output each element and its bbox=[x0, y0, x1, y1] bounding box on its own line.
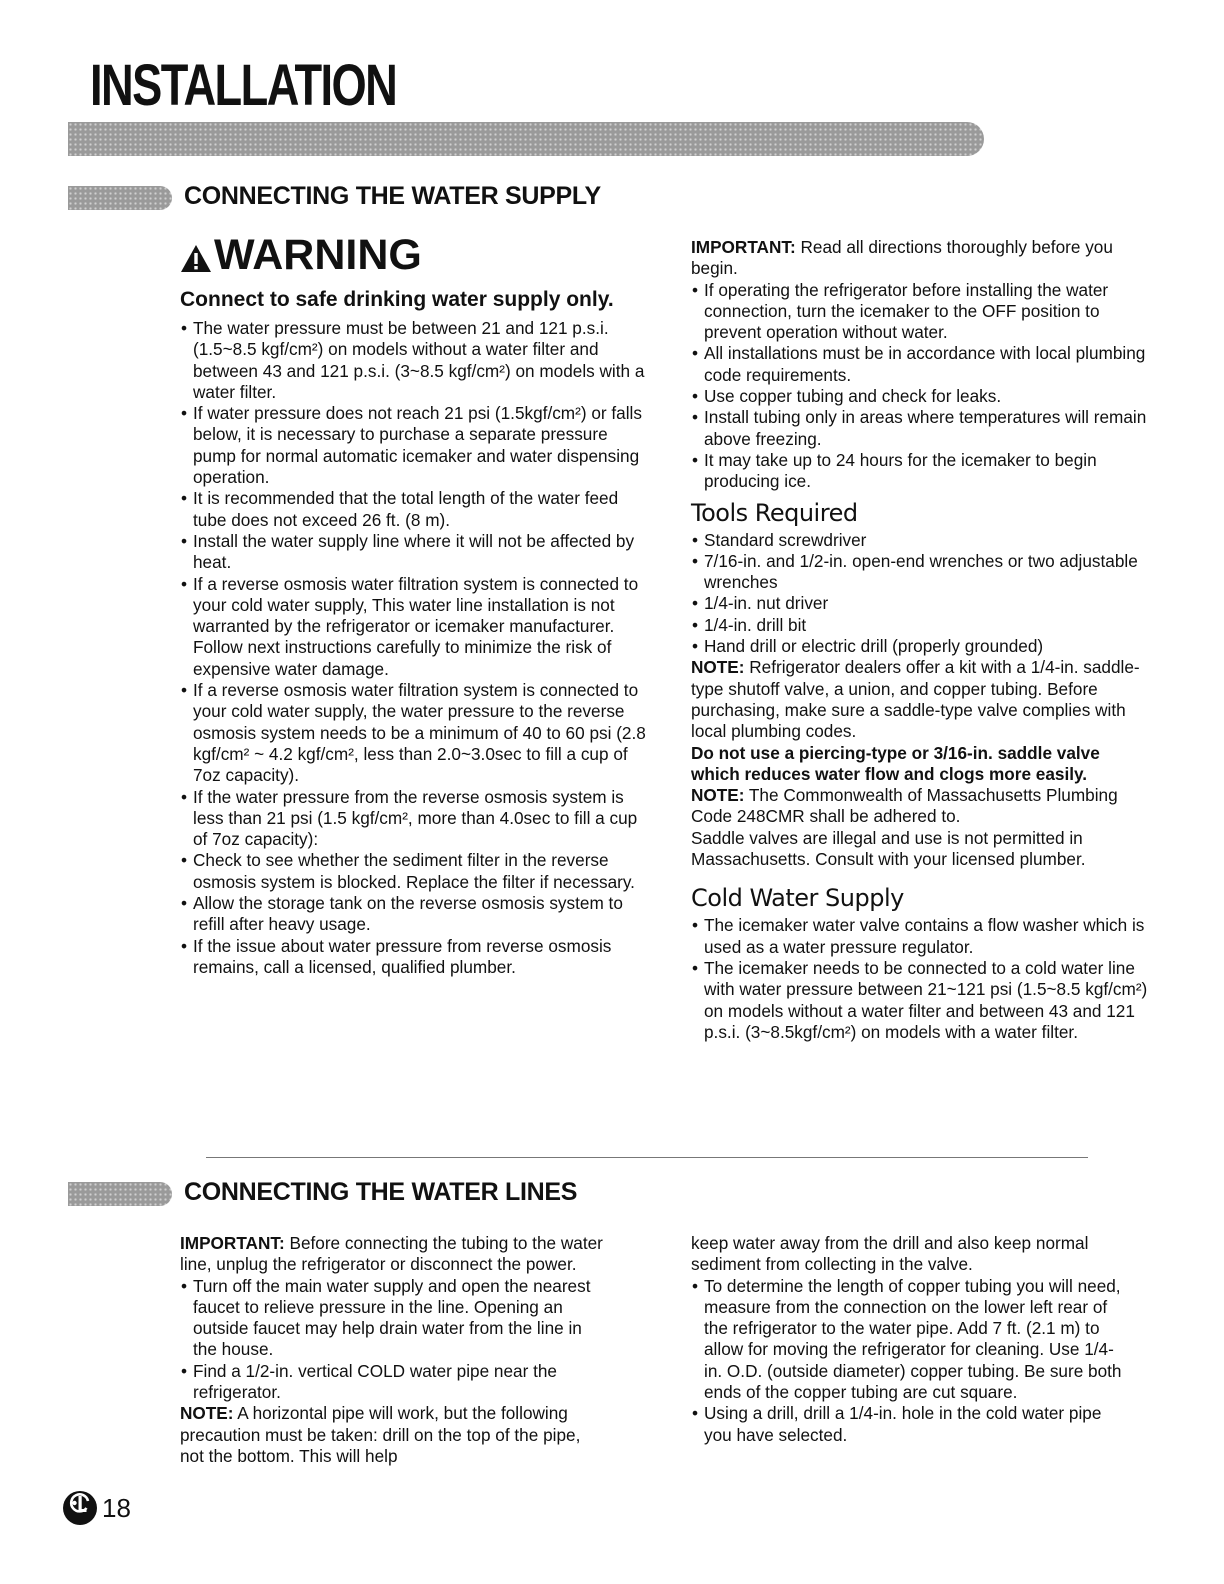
important-label: IMPORTANT: bbox=[691, 237, 796, 257]
note-text: The Commonwealth of Massachusetts Plumbing Code 248CMR shall be adhered to. bbox=[691, 785, 1118, 827]
list-item: • Check to see whether the sediment filter in the reverse osmosis system is blocked. Replace the filter if necessary. bbox=[180, 850, 650, 893]
list-item: • Install the water supply line where it will not be affected by heat. bbox=[180, 531, 650, 574]
list-item: • Allow the storage tank on the reverse osmosis system to refill after heavy usage. bbox=[180, 893, 650, 936]
water-lines-right-list bbox=[691, 1276, 1131, 1446]
important-text: Before connecting the tubing to the water line, unplug the refrigerator or disconnect the power. bbox=[180, 1233, 603, 1275]
list-item: • Use copper tubing and check for leaks. bbox=[691, 386, 1153, 407]
saddle-illegal-paragraph: Saddle valves are illegal and use is not permitted in Massachusetts. Consult with your licensed plumber. bbox=[691, 827, 1086, 870]
cold-water-supply-heading: Cold Water Supply bbox=[691, 884, 904, 913]
section-divider bbox=[206, 1157, 1088, 1158]
important-paragraph bbox=[691, 237, 1153, 280]
list-item: • 7/16-in. and 1/2-in. open-end wrenches or two adjustable wrenches bbox=[691, 551, 1153, 594]
list-item: • If a reverse osmosis water filtration system is connected to your cold water supply, the water pressure to the reverse osmosis system needs to be a minimum of 40 to 60 psi (2.8 kgf/cm² ~ 4.2 kgf/cm², less than 2.0~3.0sec to fill a cup of 7oz capacity). bbox=[180, 680, 650, 786]
list-item: • If the water pressure from the reverse osmosis system is less than 21 psi (1.5 kgf/cm², more than 4.0sec to fill a cup of 7oz capacity): bbox=[180, 787, 650, 851]
section-pill-decoration bbox=[68, 1182, 172, 1206]
list-item: • 1/4-in. nut driver bbox=[691, 593, 1153, 614]
list-item: • Install tubing only in areas where temperatures will remain above freezing. bbox=[691, 407, 1153, 450]
note-kit-paragraph bbox=[691, 657, 1153, 742]
list-item: • If the issue about water pressure from reverse osmosis remains, call a licensed, qualified plumber. bbox=[180, 936, 650, 979]
list-item: • It is recommended that the total length of the water feed tube does not exceed 26 ft. (8 m). bbox=[180, 488, 650, 531]
list-item: • Using a drill, drill a 1/4-in. hole in the cold water pipe you have selected. bbox=[691, 1403, 1131, 1446]
section-pill-decoration bbox=[68, 186, 172, 210]
warning-triangle-icon bbox=[180, 244, 212, 273]
warning-subtitle: Connect to safe drinking water supply only. bbox=[180, 288, 614, 311]
water-lines-bullet-list bbox=[180, 1276, 605, 1404]
list-item: • Find a 1/2-in. vertical COLD water pipe near the refrigerator. bbox=[180, 1361, 605, 1404]
water-lines-right-column bbox=[691, 1233, 1131, 1446]
list-item: • If water pressure does not reach 21 psi (1.5kgf/cm²) or falls below, it is necessary to purchase a separate pressure pump for normal automatic icemaker and water dispensing operation. bbox=[180, 403, 650, 488]
list-item: • Standard screwdriver bbox=[691, 530, 1153, 551]
saddle-valve-warning: Do not use a piercing-type or 3/16-in. saddle valve which reduces water flow and clogs more easily. bbox=[691, 742, 1100, 784]
list-item: • If operating the refrigerator before installing the water connection, turn the icemaker to the OFF position to prevent operation without water. bbox=[691, 280, 1153, 344]
water-supply-right-column bbox=[691, 237, 1153, 1043]
list-item: • To determine the length of copper tubing you will need, measure from the connection on the lower left rear of the refrigerator to the water pipe. Add 7 ft. (2.1 m) to allow for moving the refrigerator for cleaning. Use 1/4-in. O.D. (outside diameter) copper tubing. Be sure both ends of the copper tubing are cut square. bbox=[691, 1276, 1131, 1404]
lg-logo-icon bbox=[62, 1490, 98, 1526]
page-number: 18 bbox=[102, 1492, 131, 1523]
title-bar-decoration bbox=[68, 122, 984, 156]
list-item: • All installations must be in accordance with local plumbing code requirements. bbox=[691, 343, 1153, 386]
important-paragraph bbox=[180, 1233, 605, 1276]
list-item: • The icemaker needs to be connected to a cold water line with water pressure between 21~121 psi (1.5~8.5 kgf/cm²) on models without a water filter and between 43 and 121 p.s.i. (3~8.5kgf/cm²) on models with a water filter. bbox=[691, 958, 1153, 1043]
section-title: CONNECTING THE WATER SUPPLY bbox=[184, 182, 601, 210]
note-text: Refrigerator dealers offer a kit with a 1/4-in. saddle-type shutoff valve, a union, and copper tubing. Before purchasing, make sure a saddle-type valve complies with local plumbing codes. bbox=[691, 657, 1140, 742]
section-title: CONNECTING THE WATER LINES bbox=[184, 1178, 578, 1206]
warning-label: WARNING bbox=[214, 231, 422, 279]
warning-heading bbox=[180, 232, 650, 278]
water-lines-left-column bbox=[180, 1233, 605, 1467]
list-item: • Turn off the main water supply and open the nearest faucet to relieve pressure in the line. Opening an outside faucet may help drain water from the line in the house. bbox=[180, 1276, 605, 1361]
important-bullet-list bbox=[691, 280, 1153, 493]
page-footer bbox=[62, 1490, 131, 1526]
cold-water-list bbox=[691, 915, 1153, 1043]
tools-list bbox=[691, 530, 1153, 658]
important-text: Read all directions thoroughly before you begin. bbox=[691, 237, 1113, 279]
list-item: • The icemaker water valve contains a flow washer which is used as a water pressure regulator. bbox=[691, 915, 1153, 958]
list-item: • 1/4-in. drill bit bbox=[691, 615, 1153, 636]
note-label: NOTE: bbox=[691, 785, 745, 806]
note-label: NOTE: bbox=[180, 1403, 234, 1424]
page-title: INSTALLATION bbox=[90, 53, 397, 118]
warning-bullet-list bbox=[180, 318, 650, 978]
continuation-paragraph: keep water away from the drill and also keep normal sediment from collecting in the valve. bbox=[691, 1233, 1089, 1275]
note-text: A horizontal pipe will work, but the following precaution must be taken: drill on the top of the pipe, not the bottom. This will help bbox=[180, 1403, 581, 1466]
note-paragraph bbox=[180, 1403, 605, 1467]
list-item: • If a reverse osmosis water filtration system is connected to your cold water supply, This water line installation is not warranted by the refrigerator or icemaker manufacturer. Follow next instructions carefully to minimize the risk of expensive water damage. bbox=[180, 574, 650, 680]
note-massachusetts-paragraph bbox=[691, 785, 1153, 828]
note-label: NOTE: bbox=[691, 657, 745, 678]
important-label: IMPORTANT: bbox=[180, 1233, 285, 1253]
list-item: • Hand drill or electric drill (properly grounded) bbox=[691, 636, 1153, 657]
water-supply-left-column bbox=[180, 232, 650, 978]
tools-required-heading: Tools Required bbox=[691, 498, 858, 527]
list-item: • It may take up to 24 hours for the icemaker to begin producing ice. bbox=[691, 450, 1153, 493]
list-item: • The water pressure must be between 21 and 121 p.s.i. (1.5~8.5 kgf/cm²) on models without a water filter and between 43 and 121 p.s.i. (3~8.5 kgf/cm²) on models with a water filter. bbox=[180, 318, 650, 403]
